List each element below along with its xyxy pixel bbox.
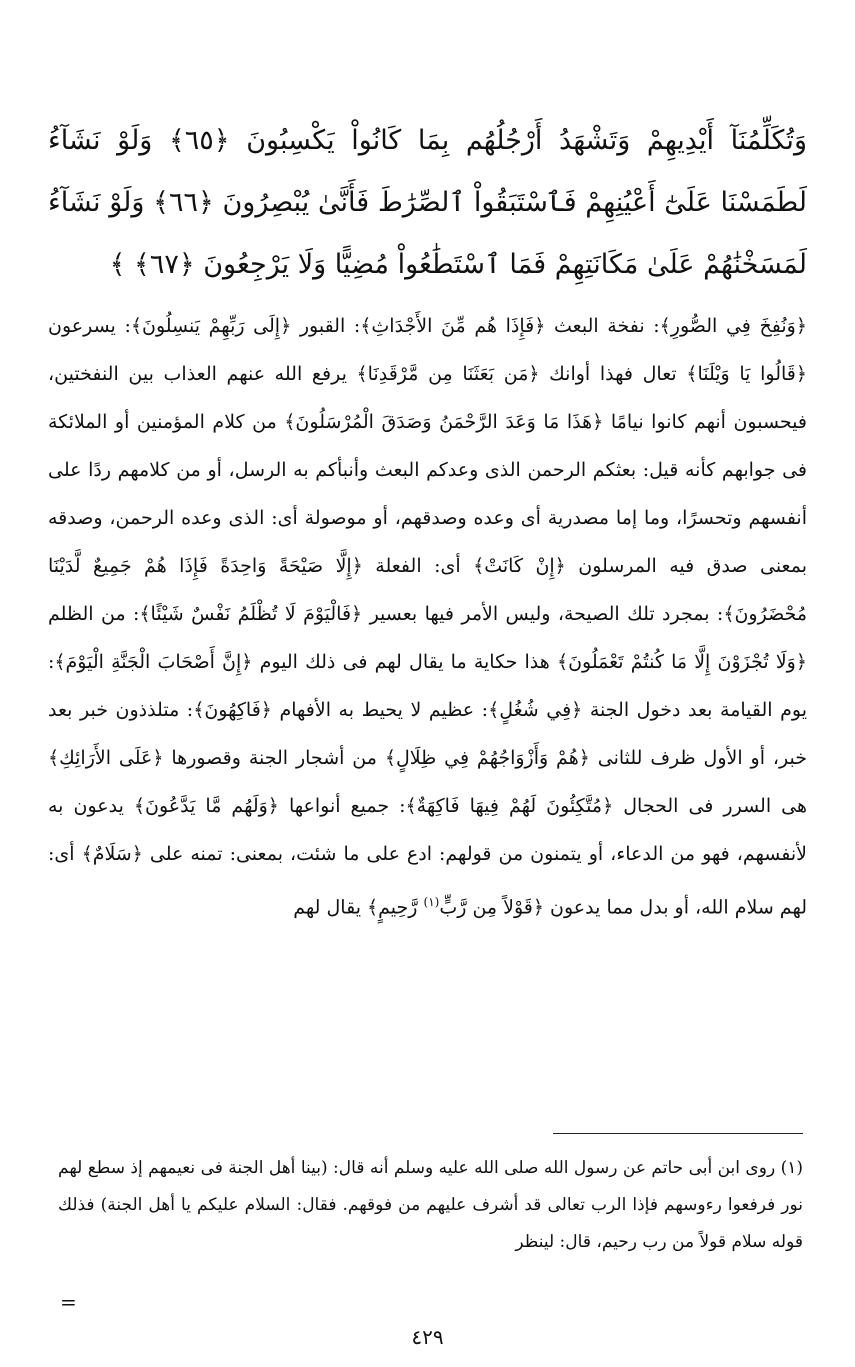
footnote-divider <box>553 1133 803 1134</box>
tafsir-tail-text: رَّحِيمٍ﴾ يقال لهم <box>293 896 424 919</box>
continuation-mark: = <box>60 1290 77 1314</box>
footnote-reference[interactable]: (١) <box>423 895 440 909</box>
quran-text: وَتُكَلِّمُنَآ أَيْدِيهِمْ وَتَشْهَدُ أَرْجُلُهُم بِمَا كَانُواْ يَكْسِبُونَ ﴿٦٥﴾ وَلَوْ نَشَآءُ لَطَمَسْنَا عَلَىٰٓ أَعْيُنِهِمْ فَٱسْتَبَقُواْ ٱلصِّرَٰطَ فَأَنَّىٰ يُبْصِرُونَ ﴿٦٦﴾ وَلَوْ نَشَآءُ لَمَسَخْنَٰهُمْ عَلَىٰ مَكَانَتِهِمْ فَمَا ٱسْتَطَٰعُواْ مُضِيًّا وَلَا يَرْجِعُونَ ﴿٦٧﴾ ﴾ <box>48 125 807 280</box>
footnote <box>58 1150 803 1261</box>
quran-verses <box>48 110 807 296</box>
tafsir-text: ﴿وَنُفِخَ فِي الصُّورِ﴾: نفخة البعث ﴿فَإِذَا هُم مِّنَ الأَجْدَاثِ﴾: القبور ﴿إِلَى رَبِّهِمْ يَنسِلُونَ﴾: يسرعون ﴿قَالُوا يَا وَيْلَنَا﴾ تعال فهذا أوانك ﴿مَن بَعَثَنَا مِن مَّرْقَدِنَا﴾ يرفع الله عنهم العذاب بين النفختين، فيحسبون أنهم كانوا نيامًا ﴿هَذَا مَا وَعَدَ الرَّحْمَنُ وَصَدَقَ الْمُرْسَلُونَ﴾ من كلام المؤمنين أو الملائكة فى جوابهم كأنه قيل: بعثكم الرحمن الذى وعدكم البعث وأنبأكم به الرسل، أو من كلامهم ردًا على أنفسهم وتحسرًا، وما إما مصدرية أى وعده وصدقهم، أو موصولة أى: الذى وعده الرحمن، وصدقه بمعنى صدق فيه المرسلون ﴿إِنْ كَانَتْ﴾ أى: الفعلة ﴿إِلَّا صَيْحَةً وَاحِدَةً فَإِذَا هُمْ جَمِيعٌ لَّدَيْنَا مُحْضَرُونَ﴾: بمجرد تلك الصيحة، وليس الأمر فيها بعسير ﴿فَالْيَوْمَ لَا تُظْلَمُ نَفْسٌ شَيْئًا﴾: من الظلم ﴿وَلَا تُجْزَوْنَ إِلَّا مَا كُنتُمْ تَعْمَلُونَ﴾ هذا حكاية ما يقال لهم فى ذلك اليوم ﴿إِنَّ أَصْحَابَ الْجَنَّةِ الْيَوْمَ﴾: يوم القيامة بعد دخول الجنة ﴿فِي شُغُلٍ﴾: عظيم لا يحيط به الأفهام ﴿فَاكِهُونَ﴾: متلذذون خبر بعد خبر، أو الأول ظرف للثانى ﴿هُمْ وَأَزْوَاجُهُمْ فِي ظِلَالٍ﴾ من أشجار الجنة وقصورها ﴿عَلَى الأَرَائِكِ﴾ هى السرر فى الحجال ﴿مُتَّكِئُونَ لَهُمْ فِيهَا فَاكِهَةٌ﴾: جميع أنواعها ﴿وَلَهُم مَّا يَدَّعُونَ﴾ يدعون به لأنفسهم، فهو من الدعاء، أو يتمنون من قولهم: ادع على ما شئت، بمعنى: تمنه على ﴿سَلَامٌ﴾ أى: لهم سلام الله، أو بدل مما يدعون ﴿قَوْلاً مِن رَّبٍّ <box>48 315 807 919</box>
page-number: ٤٢٩ <box>411 1325 444 1349</box>
footnote-text: (١) روى ابن أبى حاتم عن رسول الله صلى الله عليه وسلم أنه قال: (بينا أهل الجنة فى نعيمهم إذ سطع لهم نور فرفعوا رءوسهم فإذا الرب تعالى قد أشرف عليهم من فوقهم. فقال: السلام عليكم يا أهل الجنة) فذلك قوله سلام قولاً من رب رحيم، قال: لينظر <box>58 1158 803 1252</box>
tafsir-body <box>48 302 807 931</box>
